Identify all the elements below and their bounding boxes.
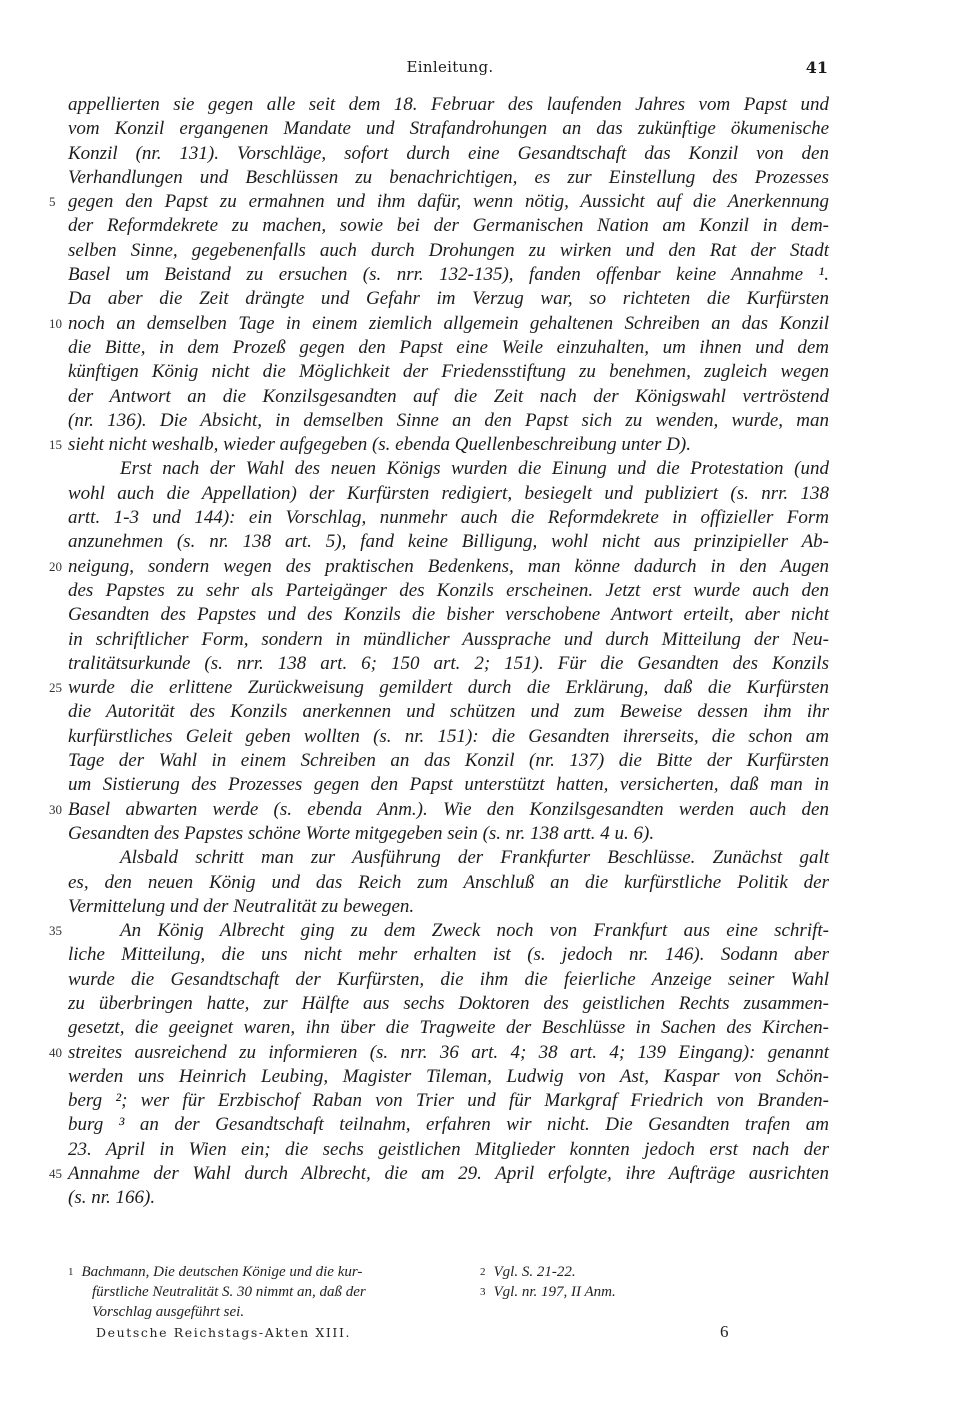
line-text: neigung, sondern wegen des praktischen Bedenkens, man könne dadurch in den Augen [68, 555, 829, 577]
text-line [0, 93, 960, 117]
line-number: 10 [49, 315, 62, 331]
line-text: artt. 1-3 und 144): ein Vorschlag, nunmehr auch die Reformdekrete in offizieller Form [68, 507, 829, 529]
text-line [0, 749, 960, 773]
footnote-line [68, 1262, 440, 1282]
text-line [0, 433, 960, 457]
line-number: 20 [49, 558, 62, 574]
footnote-line [480, 1282, 780, 1302]
body-text [0, 93, 960, 1211]
line-text: sieht nicht weshalb, wieder aufgegeben (s. ebenda Quellenbeschreibung unter D). [68, 434, 691, 456]
line-text: Konzil (nr. 131). Vorschläge, sofort durch eine Gesandtschaft das Konzil von den [68, 142, 829, 164]
text-line [0, 555, 960, 579]
line-text: wurde die erlittene Zurückweisung gemildert durch die Erklärung, daß die Kurfürsten [68, 677, 829, 699]
line-text: Gesandten des Papstes schöne Worte mitgegeben sein (s. nr. 138 artt. 4 u. 6). [68, 822, 655, 844]
line-text: um Sistierung des Prozesses gegen den Papst unterstützt hatten, versicherten, daß man in [68, 774, 829, 796]
text-line [0, 676, 960, 700]
text-line [0, 482, 960, 506]
text-line [0, 919, 960, 943]
footnote-text: Vorschlag ausgeführt sei. [92, 1304, 245, 1320]
text-line [0, 360, 960, 384]
line-text: künftigen König nicht die Möglichkeit der Friedensstiftung zu benehmen, zugleich wegen [68, 361, 829, 383]
line-text: Vermittelung und der Neutralität zu bewegen. [68, 895, 415, 917]
line-number: 45 [49, 1166, 62, 1182]
signature-number: 6 [720, 1322, 729, 1341]
line-text: der Reformdekrete zu machen, sowie bei der Germanischen Nation am Konzil in dem- [68, 215, 829, 237]
text-line [0, 457, 960, 481]
line-text: werden uns Heinrich Leubing, Magister Tileman, Ludwig von Ast, Kaspar von Schön- [68, 1065, 829, 1087]
text-line [0, 336, 960, 360]
text-line [0, 1186, 960, 1210]
line-text: selben Sinne, gegebenenfalls auch durch Drohungen zu wirken und den Rat der Stadt [68, 239, 829, 261]
line-text: appellierten sie gegen alle seit dem 18. Februar des laufenden Jahres vom Papst und [68, 94, 829, 115]
text-line [0, 1113, 960, 1137]
line-text: Basel um Beistand zu ersuchen (s. nrr. 132-135), fanden offenbar keine Annahme ¹. [68, 264, 829, 286]
line-text: berg ²; wer für Erzbischof Raban von Trier und für Markgraf Friedrich von Branden- [68, 1090, 829, 1112]
text-line [0, 1089, 960, 1113]
line-text: die Bitte, in dem Prozeß gegen den Papst eine Weile einzuhalten, um ihnen und dem [68, 336, 829, 358]
text-line [0, 530, 960, 554]
text-line [0, 1162, 960, 1186]
footnote-line [480, 1262, 780, 1282]
footnote-text: Bachmann, Die deutschen Könige und die kur- [81, 1264, 363, 1280]
text-line [0, 117, 960, 141]
line-text: Annahme der Wahl durch Albrecht, die am 29. April erfolgte, ihre Aufträge ausrichten [68, 1163, 829, 1185]
footnote-text: Vgl. S. 21-22. [493, 1264, 576, 1280]
line-number: 35 [49, 923, 62, 939]
line-text: Erst nach der Wahl des neuen Königs wurden die Einung und die Protestation (und [120, 458, 829, 480]
text-line [0, 700, 960, 724]
text-line [0, 312, 960, 336]
line-text: streites ausreichend zu informieren (s. nrr. 36 art. 4; 38 art. 4; 139 Eingang): genannt [68, 1041, 829, 1063]
text-line [0, 385, 960, 409]
running-head [0, 58, 960, 80]
text-line [0, 846, 960, 870]
text-line [0, 822, 960, 846]
line-number: 40 [49, 1044, 62, 1060]
text-line [0, 1041, 960, 1065]
line-text: burg ³ an der Gesandtschaft teilnahm, erfahren wir nicht. Die Gesandten trafen am [68, 1114, 829, 1136]
line-text: Basel abwarten werde (s. ebenda Anm.). Wie den Konzilsgesandten werden auch den [68, 798, 829, 820]
text-line [0, 773, 960, 797]
text-line [0, 603, 960, 627]
text-line [0, 1138, 960, 1162]
line-text: kurfürstliches Geleit geben wollten (s. nr. 151): die Gesandten ihrerseits, die schon am [68, 725, 829, 747]
line-text: noch an demselben Tage in einem ziemlich allgemein gehaltenen Schreiben an das Konzil [68, 312, 829, 334]
line-text: Da aber die Zeit drängte und Gefahr im Verzug war, so richteten die Kurfürsten [68, 288, 829, 310]
line-text: wohl auch die Appellation) der Kurfürsten redigiert, besiegelt und publiziert (s. nrr. 138 [68, 482, 829, 504]
text-line [0, 1065, 960, 1089]
line-text: gegen den Papst zu ermahnen und ihm dafür, wenn nötig, Aussicht auf die Anerkennung [68, 191, 829, 213]
line-text: Verhandlungen und Beschlüssen zu benachrichtigen, es zur Einstellung des Prozesses [68, 166, 829, 188]
text-line [0, 506, 960, 530]
line-number: 25 [49, 680, 62, 696]
line-text: wurde die Gesandtschaft der Kurfürsten, die ihm die feierliche Anzeige seiner Wahl [68, 968, 829, 990]
line-text: in schriftlicher Form, sondern in mündlicher Aussprache und durch Mitteilung der Neu- [68, 628, 829, 650]
text-line [0, 579, 960, 603]
text-line [0, 190, 960, 214]
text-line [0, 798, 960, 822]
footnote-line [68, 1282, 440, 1302]
line-text: tralitätsurkunde (s. nrr. 138 art. 6; 150 art. 2; 151). Für die Gesandten des Konzils [68, 652, 829, 674]
line-text: die Autorität des Konzils anerkennen und schützen und zum Beweise dessen ihm ihr [68, 701, 829, 723]
line-number: 15 [49, 437, 62, 453]
line-text: 23. April in Wien ein; die sechs geistlichen Mitglieder konnten jedoch erst nach der [68, 1138, 829, 1160]
text-line [0, 142, 960, 166]
line-text: anzunehmen (s. nr. 138 art. 5), fand keine Billigung, wohl nicht aus prinzipieller Ab- [68, 531, 829, 553]
text-line [0, 628, 960, 652]
text-line [0, 992, 960, 1016]
footnote-marker: 3 [480, 1286, 486, 1298]
footnote-marker: 1 [68, 1266, 74, 1278]
line-text: zu überbringen hatte, zur Hälfte aus sechs Doktoren des geistlichen Rechts zusammen- [68, 992, 829, 1014]
text-line [0, 1016, 960, 1040]
text-line [0, 409, 960, 433]
text-line [0, 895, 960, 919]
line-text: (s. nr. 166). [68, 1187, 156, 1209]
footnote-line [68, 1302, 440, 1322]
running-title: Einleitung. [406, 58, 494, 76]
line-text: es, den neuen König und das Reich zum Anschluß an die kurfürstliche Politik der [68, 871, 829, 893]
text-line [0, 871, 960, 895]
footnotes-left-column [68, 1262, 440, 1322]
line-number: 30 [49, 801, 62, 817]
line-text: (nr. 136). Die Absicht, in demselben Sinne an den Papst sich zu wenden, wurde, man [68, 409, 829, 431]
line-text: Tage der Wahl in einem Schreiben an das Konzil (nr. 137) die Bitte der Kurfürsten [68, 750, 829, 772]
line-text: gesetzt, die geeignet waren, ihn über die Tragweite der Beschlüsse in Sachen des Kirchen- [68, 1017, 829, 1039]
text-line [0, 166, 960, 190]
footnotes-right-column [480, 1262, 780, 1302]
line-text: vom Konzil ergangenen Mandate und Strafandrohungen an das zukünftige ökumenische [68, 118, 829, 140]
line-text: liche Mitteilung, die uns nicht mehr erhalten ist (s. jedoch nr. 146). Sodann aber [68, 944, 829, 966]
text-line [0, 943, 960, 967]
text-line [0, 968, 960, 992]
footnote-text: Vgl. nr. 197, II Anm. [493, 1284, 616, 1300]
text-line [0, 263, 960, 287]
text-line [0, 239, 960, 263]
line-number: 5 [49, 194, 56, 210]
text-line [0, 652, 960, 676]
footnote-marker: 2 [480, 1266, 486, 1278]
line-text: Alsbald schritt man zur Ausführung der Frankfurter Beschlüsse. Zunächst galt [120, 847, 829, 869]
text-line [0, 287, 960, 311]
printer-signature: Deutsche Reichstags-Akten XIII. [96, 1325, 352, 1340]
line-text: An König Albrecht ging zu dem Zweck noch von Frankfurt aus eine schrift- [120, 920, 829, 942]
text-line [0, 725, 960, 749]
line-text: Gesandten des Papstes und des Konzils die bisher verschobene Antwort erteilt, aber nicht [68, 604, 829, 626]
footnote-text: fürstliche Neutralität S. 30 nimmt an, daß der [92, 1284, 366, 1300]
line-text: des Papstes zu sehr als Parteigänger des Konzils erscheinen. Jetzt erst wurde auch den [68, 579, 829, 601]
page-number: 41 [805, 58, 828, 77]
line-text: der Antwort an die Konzilsgesandten auf die Zeit nach der Königswahl vertröstend [68, 385, 829, 407]
text-line [0, 214, 960, 238]
